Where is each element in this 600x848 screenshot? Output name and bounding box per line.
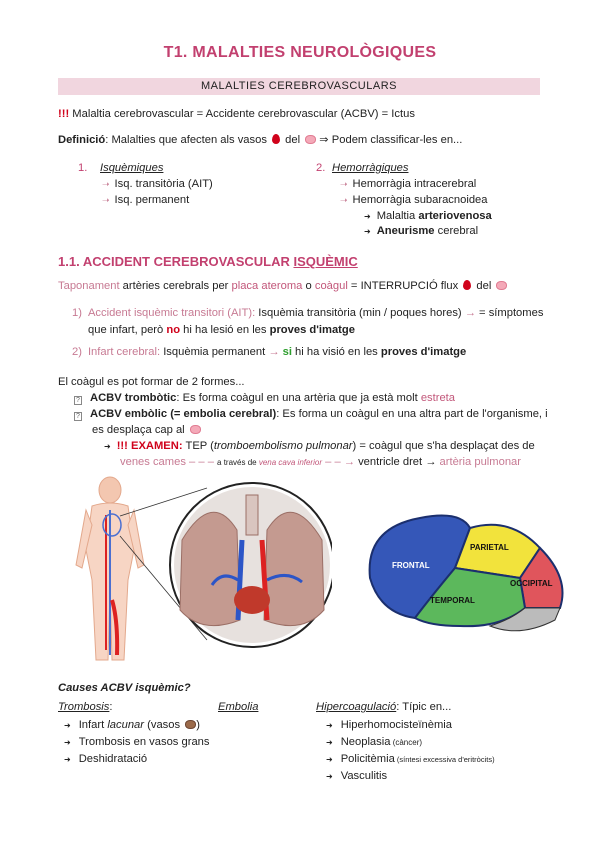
list-item: ➝ Isq. permanent: [102, 194, 190, 206]
hiper-heading: Hipercoagulació: Típic en...: [316, 701, 452, 713]
definition-label: Definició: [58, 134, 106, 146]
list-item: ➜ Hiperhomocisteïnèmia: [326, 719, 453, 731]
examen-line: ➜ !!! EXAMEN: TEP (tromboembolismo pulmonar) = coàgul que s'ha desplaçat des de: [104, 440, 535, 452]
infart-line: 2) Infart cerebral: Isquèmia permanent → si hi ha visió en les proves d'imatge: [72, 346, 467, 358]
human-body-icon: [76, 477, 144, 660]
list-item: ➜ Malaltia arteriovenosa: [364, 210, 492, 222]
intro-line: [58, 108, 415, 120]
parietal-label: PARIETAL: [470, 543, 509, 552]
list-item: ➜ Neoplasia (càncer): [326, 736, 423, 748]
list-number: 2.: [316, 162, 326, 174]
blood-drop-icon: [463, 280, 471, 290]
ait-line-2: que infart, però no hi ha lesió en les proves d'imatge: [88, 324, 355, 336]
taponament-line: Taponament artèries cerebrals per placa ateroma o coàgul = INTERRUPCIÓ flux del: [58, 280, 507, 292]
intro-text: Malaltia cerebrovascular = Accidente cerebrovascular (ACBV) = Ictus: [69, 108, 415, 120]
alert-marker: !!!: [58, 108, 70, 120]
list-item: ➜ Deshidratació: [64, 753, 148, 765]
embolic-line: ? ACBV embòlic (= embolia cerebral): Es forma un coàgul en una altra part de l'organisme, i: [74, 408, 548, 421]
list-item: ➜ Infart lacunar (vasos ): [64, 719, 200, 731]
brain-icon: [305, 135, 316, 144]
embolic-line-2: es desplaça cap al: [92, 424, 201, 436]
brain-icon: [190, 425, 201, 434]
definition-text-c: ⇒ Podem classificar-les en...: [316, 134, 463, 146]
lungs-icon: [170, 483, 332, 647]
list-item: ➜ Vasculitis: [326, 770, 388, 782]
temporal-label: TEMPORAL: [430, 596, 475, 605]
vessel-icon: [185, 720, 196, 729]
definition-line: [58, 133, 462, 146]
occipital-label: OCCIPITAL: [510, 579, 553, 588]
list-item: ➝ Isq. transitòria (AIT): [102, 178, 213, 190]
class-right-title: [316, 162, 408, 174]
coagul-intro: El coàgul es pot formar de 2 formes...: [58, 376, 245, 388]
list-item: ➜ Policitèmia (síntesi excessiva d'eritròcits): [326, 753, 495, 765]
causes-title: Causes ACBV isquèmic?: [58, 682, 191, 694]
section-heading: 1.1. ACCIDENT CEREBROVASCULAR ISQUÈMIC: [58, 254, 358, 269]
trombosi-heading: Trombosis:: [58, 701, 113, 713]
frontal-label: FRONTAL: [392, 561, 430, 570]
list-number: 1.: [78, 162, 88, 174]
brain-lobes-diagram: [360, 508, 575, 648]
embolia-heading: Embolia: [218, 701, 259, 713]
ischemic-title: Isquèmiques: [100, 162, 164, 174]
definition-text-b: del: [282, 134, 304, 146]
body-lungs-illustration: [62, 470, 332, 665]
page-title: T1. MALALTIES NEUROLÒGIQUES: [163, 44, 437, 61]
list-item: ➜ Trombosis en vasos grans: [64, 736, 210, 748]
trombotic-line: ? ACBV trombòtic: Es forma coàgul en una artèria que ja està molt estreta: [74, 392, 455, 405]
section-banner: MALALTIES CEREBROVASCULARS: [58, 78, 540, 95]
blood-drop-icon: [272, 134, 280, 144]
examen-line-2: venes cames – – – a través de vena cava inferior – – → ventricle dret → artèria pulmonar: [120, 456, 521, 468]
brain-icon: [496, 281, 507, 290]
list-item: ➜ Aneurisme cerebral: [364, 225, 479, 237]
hemorrhagic-title: Hemorràgiques: [332, 162, 409, 174]
ait-line: 1) Accident isquèmic transitori (AIT): Isquèmia transitòria (min / poques hores) → = símptomes: [72, 307, 544, 319]
class-left-title: [78, 162, 163, 174]
list-item: ➝ Hemorràgia intracerebral: [340, 178, 477, 190]
list-item: ➝ Hemorràgia subaracnoidea: [340, 194, 488, 206]
definition-text-a: : Malalties que afecten als vasos: [105, 134, 271, 146]
